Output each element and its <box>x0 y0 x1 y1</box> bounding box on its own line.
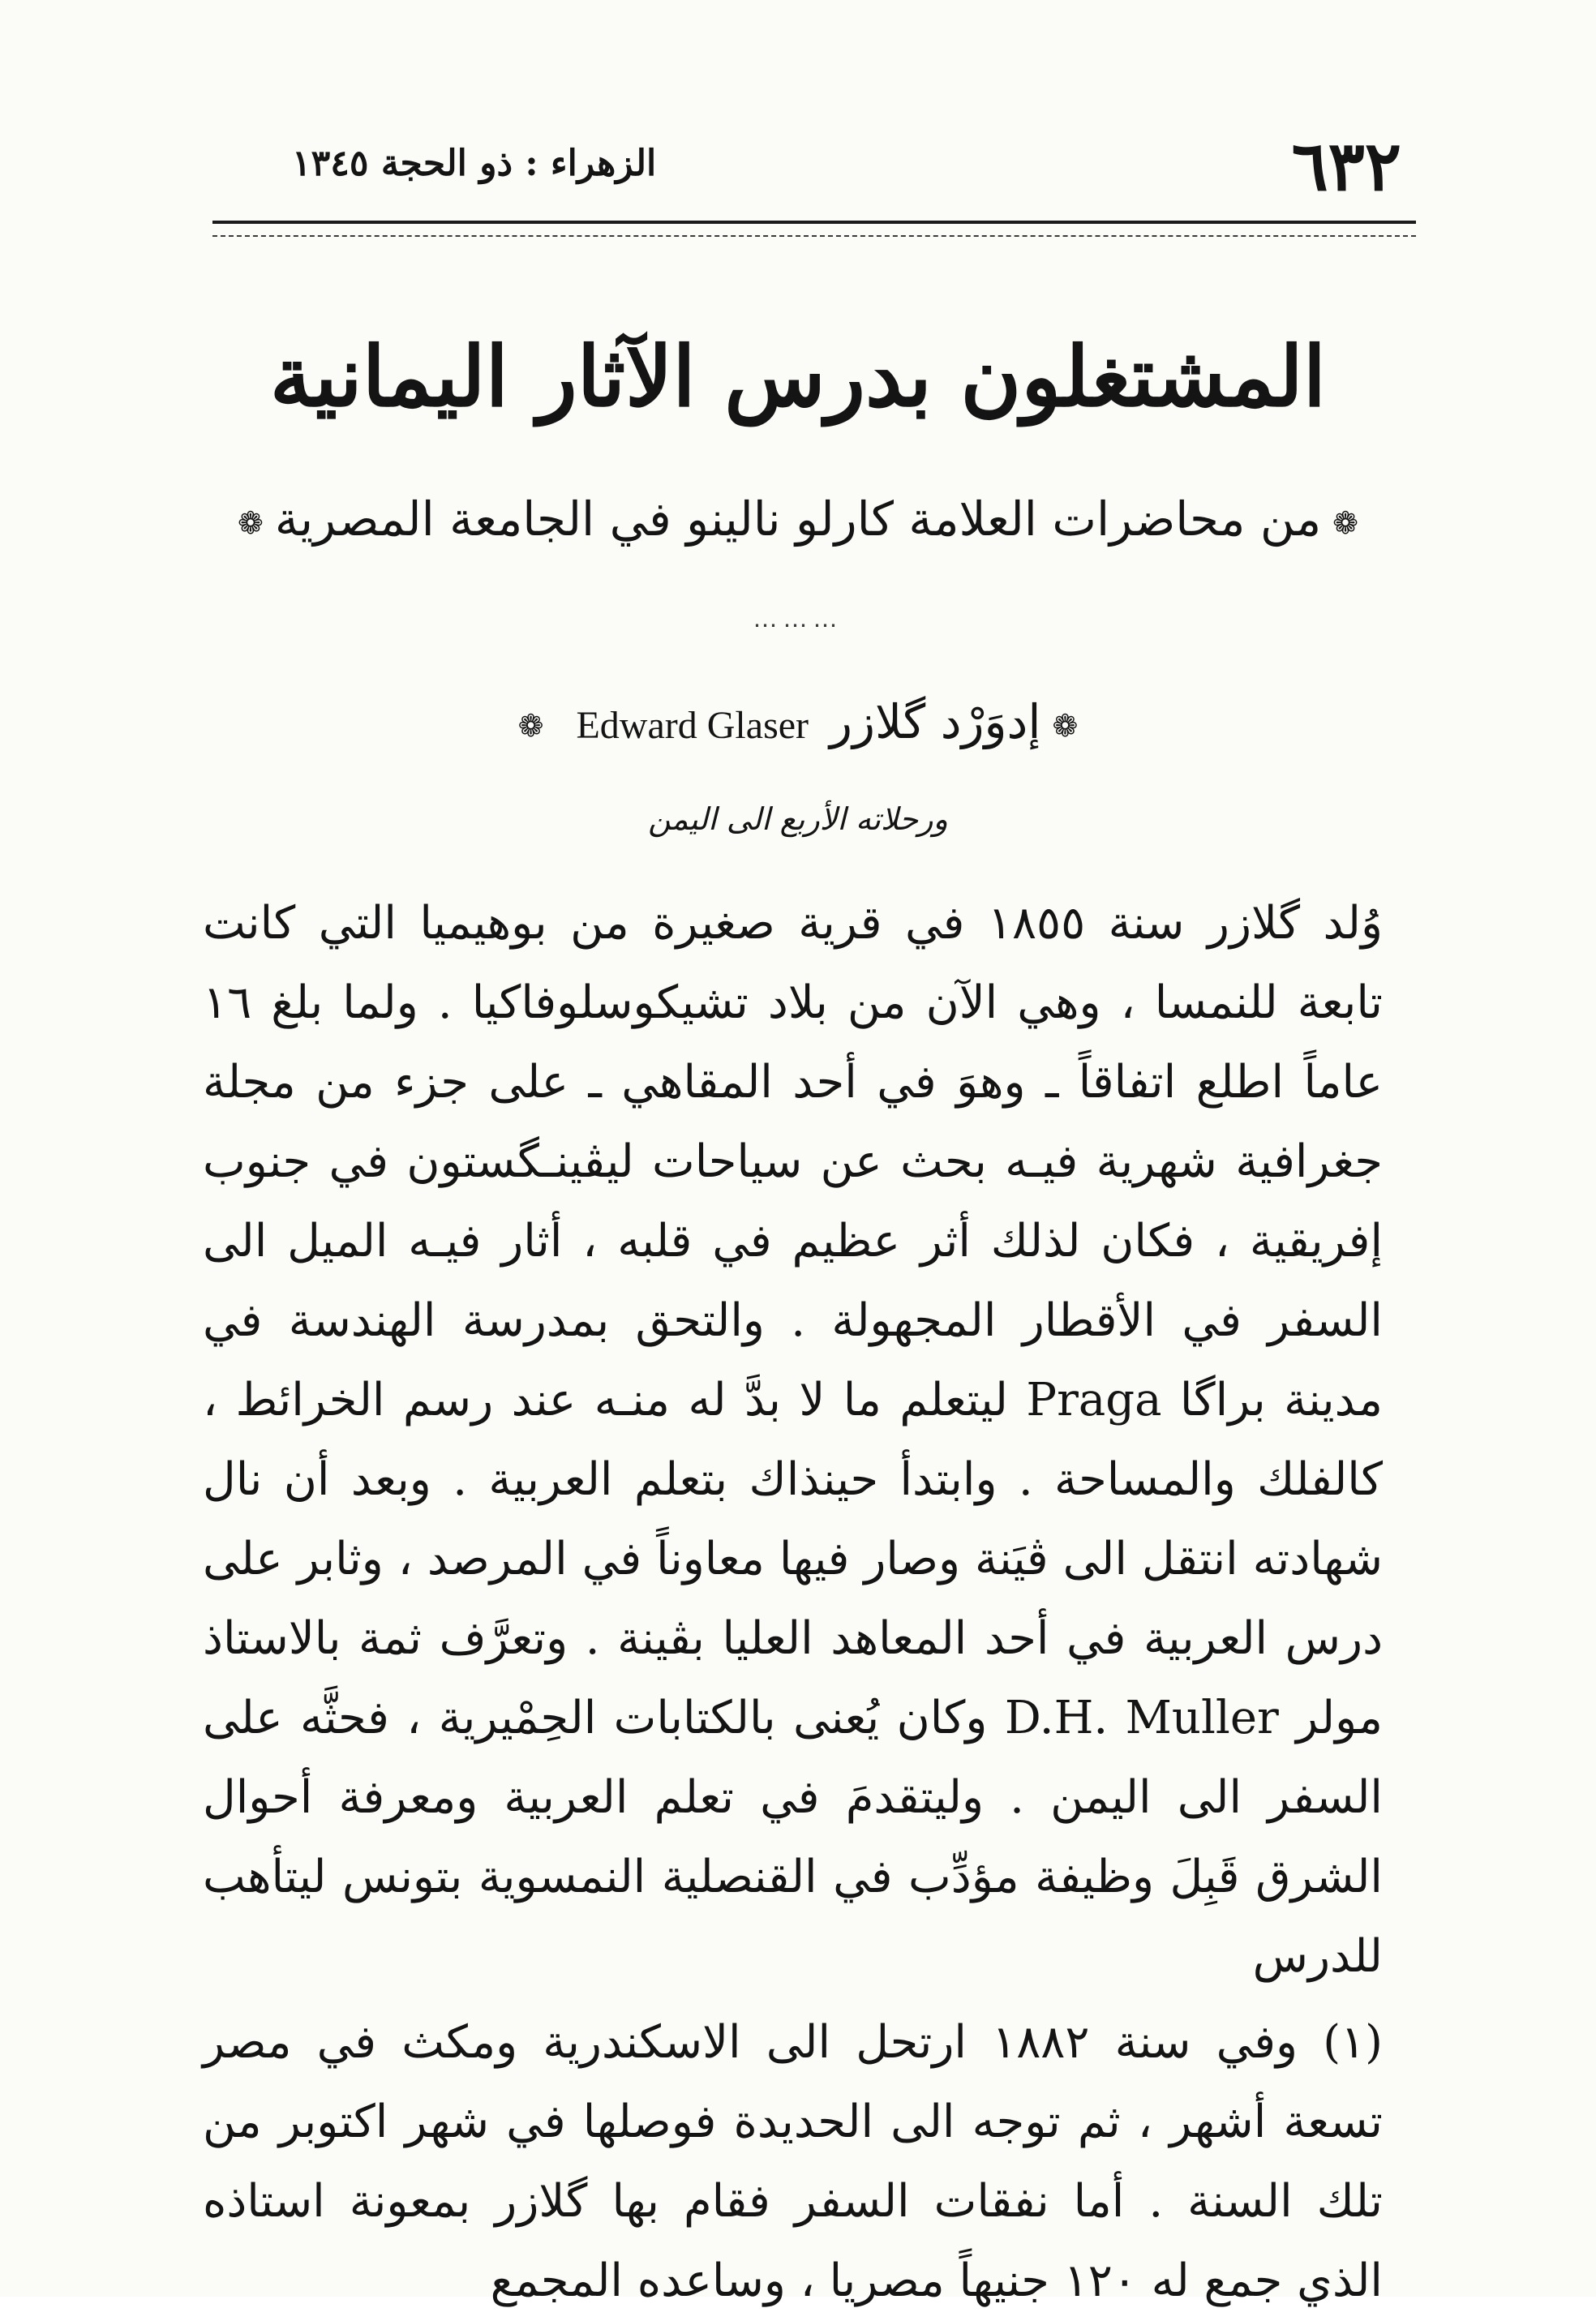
section-heading <box>162 681 1434 766</box>
ornament-icon: ❁ <box>1332 504 1358 541</box>
running-head: الزهراء : ذو الحجة ١٣٤٥ <box>292 143 657 184</box>
section-subheading: ورحلاته الأربع الى اليمن <box>648 801 948 837</box>
article-subtitle-line <box>162 478 1434 564</box>
header-rule <box>212 221 1416 237</box>
article-body <box>203 884 1414 2321</box>
ornament-icon: ❁ <box>517 707 544 744</box>
article-subtitle: من محاضرات العلامة كارلو نالينو في الجامعة المصرية <box>274 491 1322 547</box>
separator: ⋯⋯⋯ <box>753 611 843 640</box>
ornament-icon: ❁ <box>238 504 264 541</box>
section-title-arabic: إدوَرْد گلازر <box>830 694 1041 749</box>
section-title-latin: Edward Glaser <box>576 704 809 747</box>
page-number: ٦٣٢ <box>1291 126 1401 206</box>
page-header <box>219 122 1401 211</box>
article-title: المشتغلون بدرس الآثار اليمانية <box>269 328 1327 426</box>
body-paragraph: وُلد گلازر سنة ١٨٥٥ في قرية صغيرة من بوهيميا التي كانت تابعة للنمسا ، وهي الآن من بلاد تشيكوسلوفاكيا . ولما بلغ ١٦ عاماً اطلع اتفاقاً ـ وهوَ في أحد المقاهي ـ على جزء من مجلة جغرافية شهرية فيـه بحث عن سياحات ليڤينـگستون في جنوب إفريقية ، فكان لذلك أثر عظيم في قلبه ، أثار فيـه الميل الى السفر في الأقطار المجهولة . والتحق بمدرسة الهندسة في مدينة براگا Praga ليتعلم ما لا بدَّ له منـه عند رسم الخرائط ، كالفلك والمساحة . وابتدأ حينذاك بتعلم العربية . وبعد أن نال شهادته انتقل الى ڤيَنة وصار فيها معاوناً في المرصد ، وثابر على درس العربية في أحد المعاهد العليا بڤينة . وتعرَّف ثمة بالاستاذ مولر D.H. Muller وكان يُعنى بالكتابات الحِمْيرية ، فحثَّه على السفر الى اليمن . وليتقدمَ في تعلم العربية ومعرفة أحوال الشرق قَبِلَ وظيفة مؤدِّب في القنصلية النمسوية بتونس ليتأهب للدرس <box>203 897 1384 1983</box>
body-paragraph: (١) وفي سنة ١٨٨٢ ارتحل الى الاسكندرية ومكث في مصر تسعة أشهر ، ثم توجه الى الحديدة فوصلها في شهر اكتوبر من تلك السنة . أما نفقات السفر فقام بها گلازر بمعونة استاذه الذي جمع له ١٢٠ جنيهاً مصريا ، وساعده المجمع <box>203 2016 1383 2307</box>
ornament-icon: ❁ <box>1052 707 1079 744</box>
